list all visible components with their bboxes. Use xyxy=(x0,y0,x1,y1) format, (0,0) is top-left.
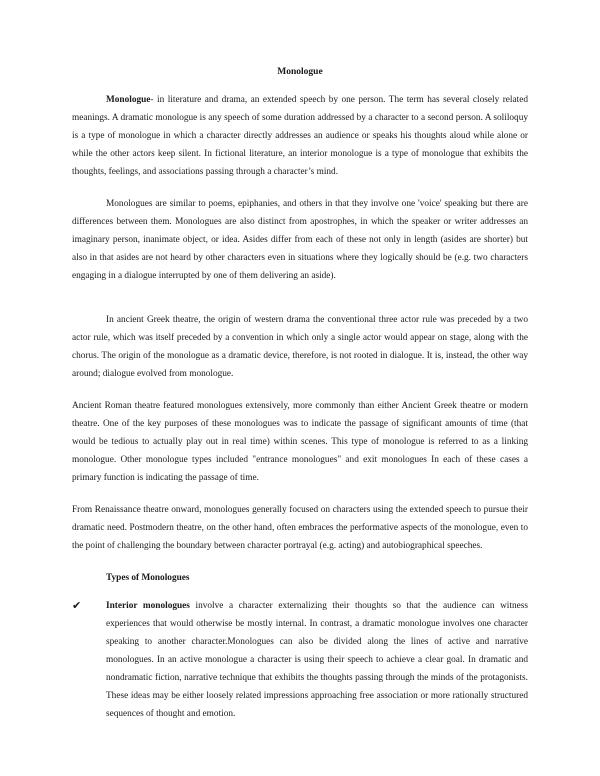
bullet-text xyxy=(106,597,528,723)
definition-text: - in literature and drama, an extended speech by one person. The term has several closely related meanings. A dramatic monologue is any speech of some duration addressed by a character to a second person. A soliloquy is a type of monologue in which a character directly addresses an audience or speaks his thoughts aloud while alone or while the other actors keep silent. In fictional literature, an interior monologue is a type of monologue that exhibits the thoughts, feelings, and associations passing through a character’s mind. xyxy=(72,95,528,177)
paragraph-comparison: Monologues are similar to poems, epiphanies, and others in that they involve one 'voice' speaking but there are differences between them. Monologues are also distinct from apostrophes, in which the speaker or writer addresses an imaginary person, inanimate object, or idea. Asides differ from each of these not only in length (asides are shorter) but also in that asides are not heard by other characters even in situations where they logically should be (e.g. two characters engaging in a dialogue interrupted by one of them delivering an aside). xyxy=(72,199,528,281)
paragraph-renaissance: From Renaissance theatre onward, monologues generally focused on characters using the extended speech to pursue their dramatic need. Postmodern theatre, on the other hand, often embraces the performative aspects of the monologue, even to the point of challenging the boundary between character portrayal (e.g. acting) and autobiographical speeches. xyxy=(72,505,528,551)
paragraph-definition xyxy=(72,91,528,181)
section-heading-types: Types of Monologues xyxy=(106,573,190,583)
term-monologue: Monologue xyxy=(106,95,151,105)
document-title: Monologue xyxy=(277,67,323,77)
checkmark-icon: ✔ xyxy=(72,599,82,612)
bullet-item xyxy=(72,597,528,723)
paragraph-greek-theatre: In ancient Greek theatre, the origin of western drama the conventional three actor rule was preceded by a two actor rule, which was itself preceded by a convention in which only a single actor would appear on stage, along with the chorus. The origin of the monologue as a dramatic device, therefore, is not rooted in dialogue. It is, instead, the other way around; dialogue evolved from monologue. xyxy=(72,315,528,379)
paragraph-roman-theatre: Ancient Roman theatre featured monologues extensively, more commonly than either Ancient Greek theatre or modern theatre. One of the key purposes of these monologues was to indicate the passage of significant amounts of time (that would be tedious to actually play out in real time) within scenes. This type of monologue is referred to as a linking monologue. Other monologue types included "entrance monologues" and exit monologues In each of these cases a primary function is indicating the passage of time. xyxy=(72,401,528,483)
bullet-term: Interior monologues xyxy=(106,601,190,611)
bullet-body: involve a character externalizing their thoughts so that the audience can witness experiences that would otherwise be mostly internal. In contrast, a dramatic monologue involves one character speaking to another character.Monologues can also be divided along the lines of active and narrative monologues. In an active monologue a character is using their speech to achieve a clear goal. In dramatic and nondramatic fiction, narrative technique that exhibits the thoughts passing through the minds of the protagonists. These ideas may be either loosely related impressions approaching free association or more rationally structured sequences of thought and emotion. xyxy=(106,601,528,719)
